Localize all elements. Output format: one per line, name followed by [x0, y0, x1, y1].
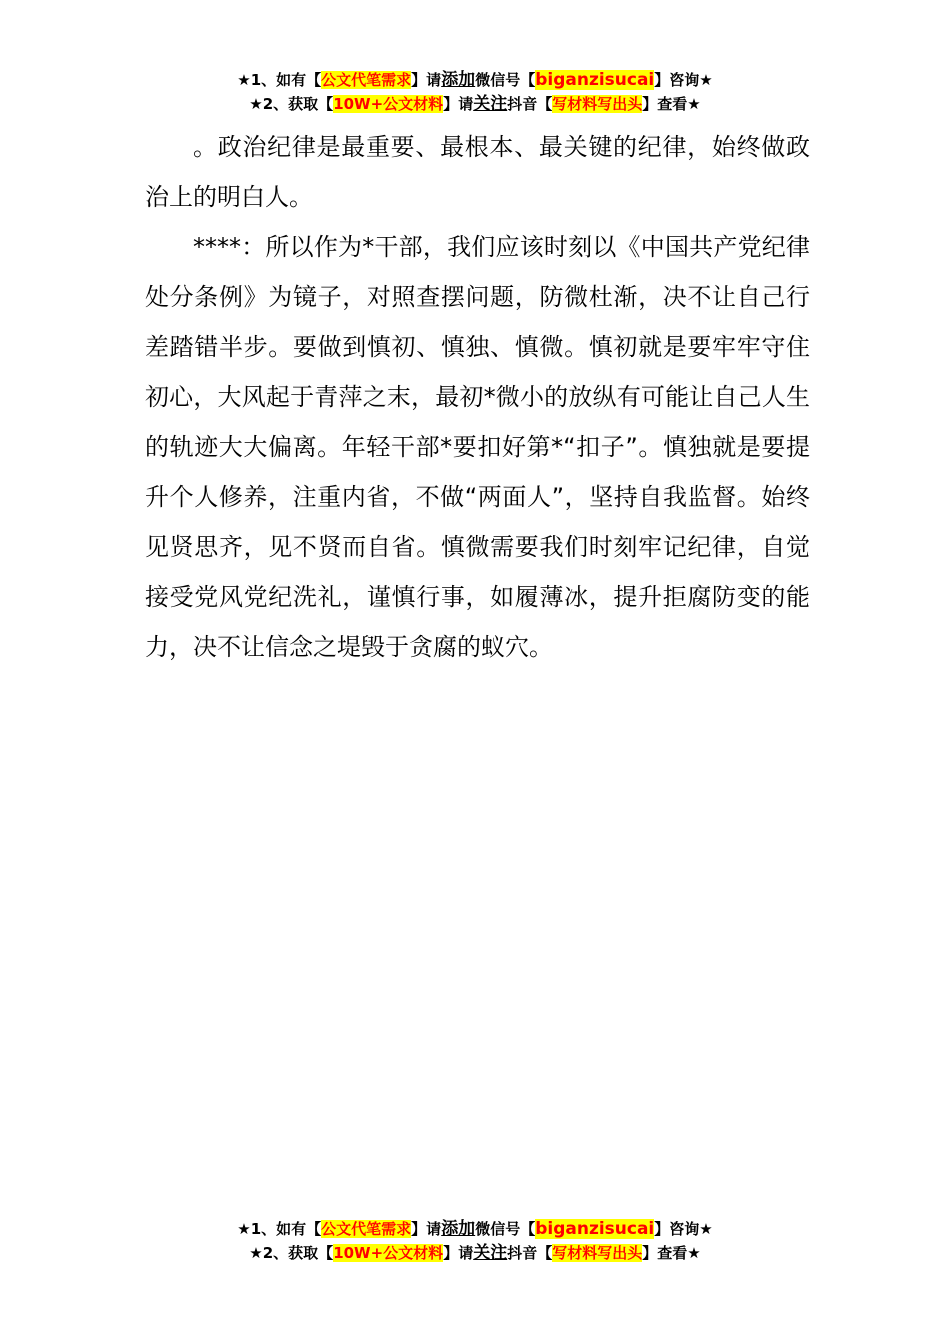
header-line-1-prefix: ★1、如有【 — [237, 71, 322, 89]
header-line-2-underline: 关注 — [473, 94, 508, 114]
header-line-2-prefix: ★2、获取【 — [249, 95, 334, 113]
footer-line-1-highlight-service: 公文代笔需求 — [321, 1220, 412, 1238]
header-banner — [0, 68, 950, 116]
header-line-2-mid1: 】请 — [443, 95, 474, 113]
footer-line-2-prefix: ★2、获取【 — [249, 1244, 334, 1262]
header-line-2-highlight-douyin: 写材料写出头 — [552, 95, 643, 113]
footer-line-1-mid2: 微信号【 — [475, 1220, 536, 1238]
paragraph-1: 。政治纪律是最重要、最根本、最关键的纪律，始终做政治上的明白人。 — [145, 133, 810, 211]
header-line-1-suffix: 】咨询★ — [654, 71, 713, 89]
header-line-2-highlight-materials: 10W+公文材料 — [333, 95, 444, 113]
footer-line-2-highlight-materials: 10W+公文材料 — [333, 1244, 444, 1262]
footer-line-2-mid2: 抖音【 — [507, 1244, 553, 1262]
footer-banner — [0, 1217, 950, 1265]
footer-line-1 — [0, 1217, 950, 1241]
footer-line-2-underline: 关注 — [473, 1243, 508, 1263]
header-line-1 — [0, 68, 950, 92]
footer-line-2-mid1: 】请 — [443, 1244, 474, 1262]
paragraph-2: ****：所以作为*干部，我们应该时刻以《中国共产党纪律处分条例》为镜子，对照查摆问题，防微杜渐，决不让自己行差踏错半步。要做到慎初、慎独、慎微。慎初就是要牢牢守住初心，大风起于青萍之末，最初*微小的放纵有可能让自己人生的轨迹大大偏离。年轻干部*要扣好第*“扣子”。慎独就是要提升个人修养，注重内省，不做“两面人”，坚持自我监督。始终见贤思齐，见不贤而自省。慎微需要我们时刻牢记纪律，自觉接受党风党纪洗礼，谨慎行事，如履薄冰，提升拒腐防变的能力，决不让信念之堤毁于贪腐的蚁穴。 — [145, 233, 810, 661]
header-line-1-underline: 添加 — [441, 70, 476, 90]
footer-line-1-underline: 添加 — [441, 1219, 476, 1239]
document-body — [145, 122, 810, 672]
header-line-2 — [0, 92, 950, 116]
header-line-1-highlight-wechat: biganzisucai — [535, 70, 655, 90]
footer-line-2-suffix: 】查看★ — [642, 1244, 701, 1262]
footer-line-1-highlight-wechat: biganzisucai — [535, 1219, 655, 1239]
header-line-2-mid2: 抖音【 — [507, 95, 553, 113]
footer-line-1-suffix: 】咨询★ — [654, 1220, 713, 1238]
footer-line-1-prefix: ★1、如有【 — [237, 1220, 322, 1238]
header-line-1-highlight-service: 公文代笔需求 — [321, 71, 412, 89]
header-line-1-mid2: 微信号【 — [475, 71, 536, 89]
header-line-2-suffix: 】查看★ — [642, 95, 701, 113]
footer-line-1-mid1: 】请 — [411, 1220, 442, 1238]
footer-line-2-highlight-douyin: 写材料写出头 — [552, 1244, 643, 1262]
header-line-1-mid1: 】请 — [411, 71, 442, 89]
footer-line-2 — [0, 1241, 950, 1265]
